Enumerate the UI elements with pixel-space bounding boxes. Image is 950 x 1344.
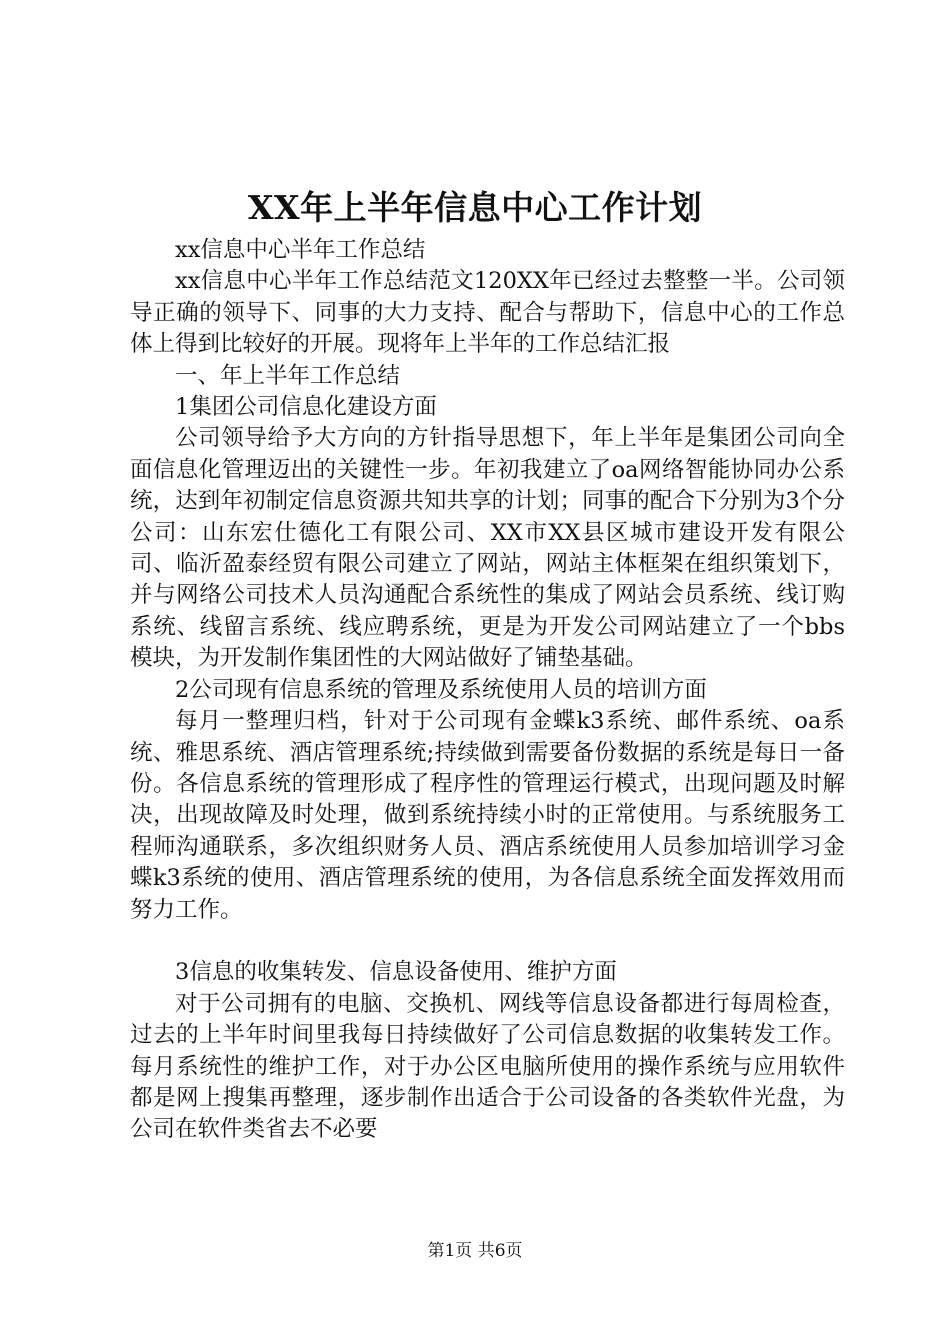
paragraph-intro: xx信息中心半年工作总结范文120XX年已经过去整整一半。公司领导正确的领导下、同事的大力支持、配合与帮助下，信息中心的工作总体上得到比较好的开展。现将年上半年的工作总结汇报 [130,268,845,358]
section-heading-1: 一、年上半年工作总结 [175,362,401,389]
page-footer: 第1页 共6页 [427,1241,523,1261]
paragraph-equipment-maintenance: 对于公司拥有的电脑、交换机、网线等信息设备都进行每周检查，过去的上半年时间里我每日持续做好了公司信息数据的收集转发工作。每月系统性的维护工作，对于办公区电脑所使用的操作系统与应用软件都是网上搜集再整理，逐步制作出适合于公司设备的各类软件光盘，为公司在软件类省去不必要 [130,990,845,1143]
blank-line [130,926,845,957]
paragraph-summary-heading: xx信息中心半年工作总结 [175,237,426,263]
paragraph-system-management: 每月一整理归档，针对于公司现有金蝶k3系统、邮件系统、oa系统、雅思系统、酒店管理系统;持续做到需要备份数据的系统是每日一备份。各信息系统的管理形成了程序性的管理运行模式，出现问题及时解决，出现故障及时处理，做到系统持续小时的正常使用。与系统服务工程师沟通联系，多次组织财务人员、酒店系统使用人员参加培训学习金蝶k3系统的使用、酒店管理系统的使用，为各信息系统全面发挥效用而努力工作。 [130,708,845,923]
subsection-heading-3: 3信息的收集转发、信息设备使用、维护方面 [175,959,617,986]
document-body [130,235,845,1146]
subsection-heading-1: 1集团公司信息化建设方面 [175,394,437,421]
document-title: XX年上半年信息中心工作计划 [247,188,703,227]
paragraph-informatization: 公司领导给予大方向的方针指导思想下，年上半年是集团公司向全面信息化管理迈出的关键性一步。年初我建立了oa网络智能协同办公系统，达到年初制定信息资源共知共享的计划；同事的配合下分别为3个分公司：山东宏仕德化工有限公司、XX市XX县区城市建设开发有限公司、临沂盈泰经贸有限公司建立了网站，网站主体框架在组织策划下，并与网络公司技术人员沟通配合系统性的集成了网站会员系统、线订购系统、线留言系统、线应聘系统，更是为开发公司网站建立了一个bbs模块，为开发制作集团性的大网站做好了铺垫基础。 [130,425,845,672]
subsection-heading-2: 2公司现有信息系统的管理及系统使用人员的培训方面 [175,676,707,703]
